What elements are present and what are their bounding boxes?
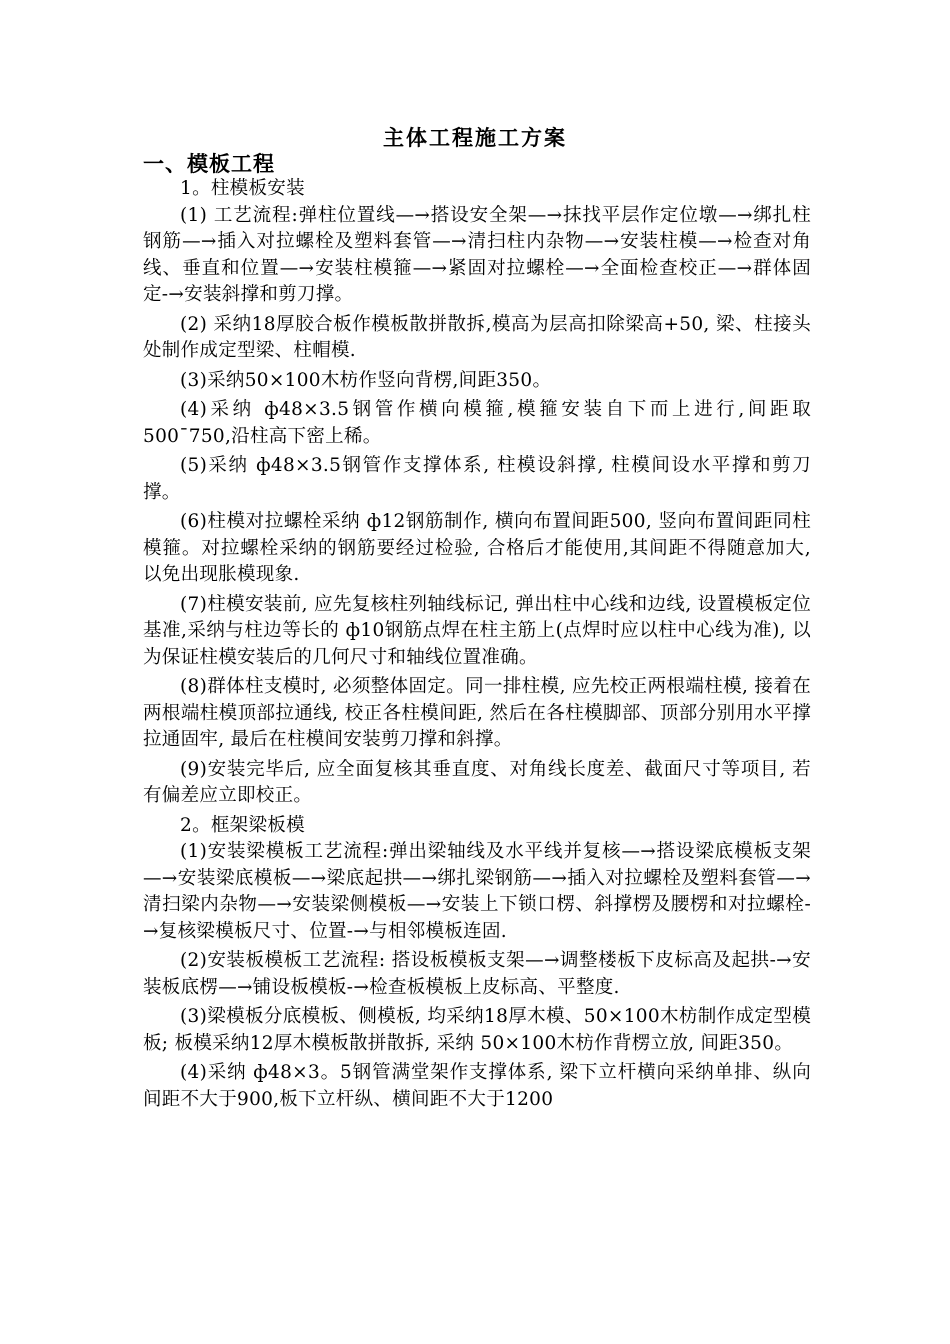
paragraph: (3)采纳50×100木枋作竖向背楞,间距350。: [180, 369, 552, 391]
paragraph: (1)安装梁模板工艺流程:弹出梁轴线及水平线并复核—→搭设梁底模板支架—→安装梁底模板—→梁底起拱—→绑扎梁钢筋—→插入对拉螺栓及塑料套管—→清扫梁内杂物—→安装梁侧模板—→安装上下锁口楞、斜撑楞及腰楞和对拉螺栓-→复核梁模板尺寸、位置-→与相邻模板连固.: [143, 841, 811, 942]
document-body: [143, 176, 811, 1116]
paragraph: (4)采纳 ф48×3.5钢管作横向模箍,模箍安装自下而上进行,间距取500¯750,沿柱高下密上稀。: [143, 399, 811, 447]
paragraph: (2)安装板模板工艺流程: 搭设板模板支架—→调整楼板下皮标高及起拱-→安装板底楞—→铺设板模板-→检查板模板上皮标高、平整度.: [143, 950, 811, 998]
paragraph: (6)柱模对拉螺栓采纳 ф12钢筋制作, 横向布置间距500, 竖向布置间距同柱模箍。对拉螺栓采纳的钢筋要经过检验, 合格后才能使用,其间距不得随意加大, 以免出现胀模现象.: [143, 511, 811, 585]
paragraph: (3)梁模板分底模板、侧模板, 均采纳18厚木模、50×100木枋制作成定型模板; 板模采纳12厚木模板散拼散拆, 采纳 50×100木枋作背楞立放, 间距350。: [143, 1006, 811, 1054]
paragraph: (9)安装完毕后, 应全面复核其垂直度、对角线长度差、截面尺寸等项目, 若有偏差应立即校正。: [143, 758, 811, 806]
section-heading: 一、模板工程: [143, 151, 275, 176]
paragraph: (8)群体柱支模时, 必须整体固定。同一排柱模, 应先校正两根端柱模, 接着在两根端柱模顶部拉通线, 校正各柱模间距, 然后在各柱模脚部、顶部分别用水平撑拉通固牢, 最后在柱模间安装剪刀撑和斜撑。: [143, 676, 811, 750]
subsection-heading-column-formwork: 1。柱模板安装: [180, 178, 305, 199]
paragraph: (4)采纳 ф48×3。5钢管满堂架作支撑体系, 梁下立杆横向采纳单排、纵向间距不大于900,板下立杆纵、横间距不大于1200: [143, 1062, 811, 1110]
paragraph: (2) 采纳18厚胶合板作模板散拼散拆,模高为层高扣除梁高+50, 梁、柱接头处制作成定型梁、柱帽模.: [143, 313, 811, 361]
paragraph: (5)采纳 ф48×3.5钢管作支撑体系, 柱模设斜撑, 柱模间设水平撑和剪刀撑。: [143, 455, 811, 503]
paragraph: (7)柱模安装前, 应先复核柱列轴线标记, 弹出柱中心线和边线, 设置模板定位基准,采纳与柱边等长的 ф10钢筋点焊在柱主筋上(点焊时应以柱中心线为准), 以为保证柱模安装后的几何尺寸和轴线位置准确。: [143, 593, 811, 668]
paragraph: (1) 工艺流程:弹柱位置线—→搭设安全架—→抹找平层作定位墩—→绑扎柱钢筋—→插入对拉螺栓及塑料套管—→清扫柱内杂物—→安装柱模—→检查对角线、垂直和位置—→安装柱模箍—→紧固对拉螺栓—→全面检查校正—→群体固定-→安装斜撑和剪刀撑。: [143, 204, 811, 305]
page-title: 主体工程施工方案: [383, 125, 567, 150]
subsection-heading-beam-slab-formwork: 2。框架梁板模: [180, 814, 305, 836]
